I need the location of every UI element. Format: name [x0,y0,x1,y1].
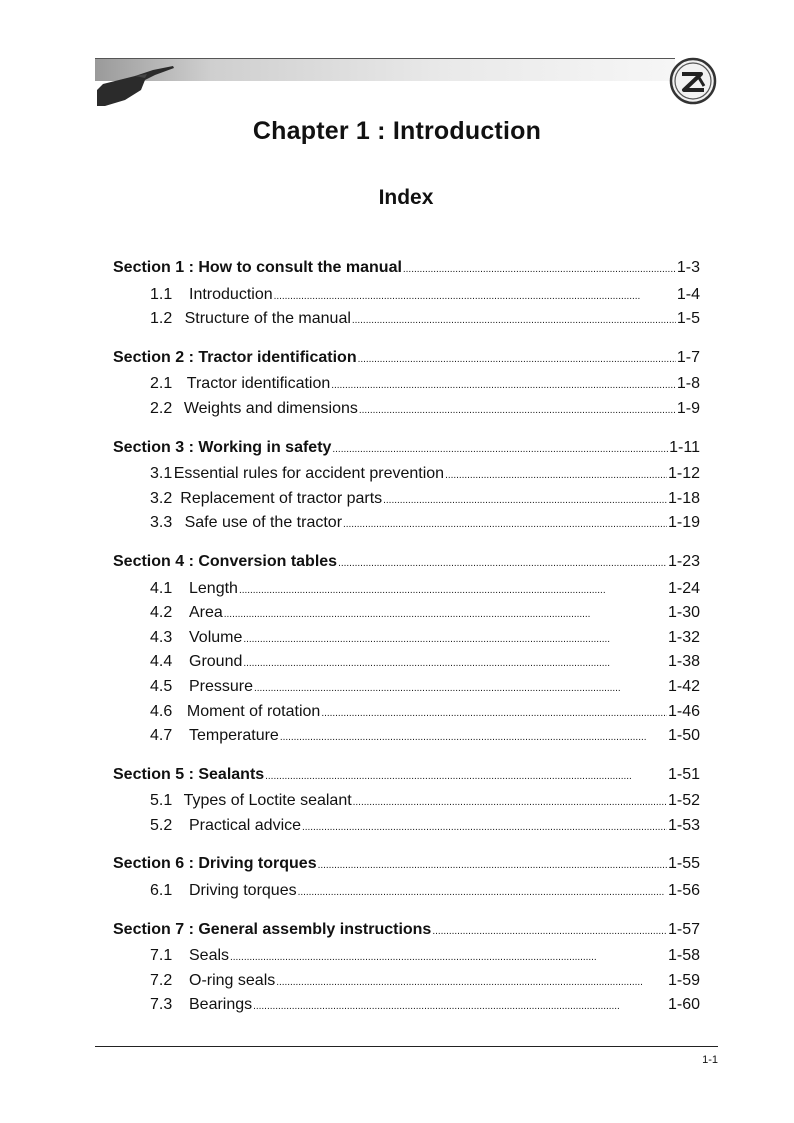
toc-page-number: 1-51 [667,765,700,783]
toc-item-entry[interactable] [113,578,700,603]
toc-item-number: 5.2 [150,816,173,834]
toc-item-title: Types of Loctite sealant [183,792,352,810]
toc-item-title: Moment of rotation [186,702,321,720]
footer-rule [95,1046,718,1047]
toc-section-label: Section 5 : Sealants [113,765,265,783]
toc-leader [274,284,676,309]
toc-leader [224,602,667,627]
toc-leader [265,764,667,789]
toc-page-number: 1-53 [667,816,700,834]
toc-leader [358,347,676,372]
toc-item-title: Essential rules for accident prevention [173,465,445,483]
toc-item-entry[interactable] [113,815,700,840]
toc-page-number: 1-42 [667,677,700,695]
toc-item-number: 7.3 [150,996,173,1014]
toc-item-title: Weights and dimensions [183,399,358,417]
toc-page-number: 1-52 [667,792,700,810]
toc-item-number: 5.1 [150,792,173,810]
toc-item-number: 2.2 [150,399,173,417]
toc-item-title: Structure of the manual [184,310,351,328]
toc-item-number: 4.7 [150,727,173,745]
toc-item-number: 4.5 [150,677,173,695]
toc-leader [302,815,667,840]
toc-section [113,853,700,904]
toc-item-entry[interactable] [113,463,700,488]
page-header [95,56,718,108]
toc-section [113,764,700,840]
toc-leader [331,373,676,398]
toc-item-number: 1.1 [150,285,173,303]
toc-item-number: 4.1 [150,579,173,597]
toc-item-entry[interactable] [113,970,700,995]
toc-leader [298,880,667,905]
toc-item-number: 2.1 [150,375,173,393]
toc-leader [383,488,667,513]
toc-leader [403,257,676,282]
toc-item-entry[interactable] [113,602,700,627]
toc-section-label: Section 3 : Working in safety [113,438,332,456]
toc-item-entry[interactable] [113,373,700,398]
toc-section-label: Section 7 : General assembly instructions [113,920,432,938]
toc-page-number: 1-19 [667,514,700,532]
toc-section-entry[interactable] [113,764,700,789]
toc-page-number: 1-12 [667,465,700,483]
toc-item-title: Bearings [189,996,253,1014]
toc-item-title: Ground [189,653,243,671]
toc-page-number: 1-4 [676,285,700,303]
toc-leader [276,970,667,995]
toc-item-entry[interactable] [113,308,700,333]
toc-item-title: Tractor identification [186,375,331,393]
toc-item-title: O-ring seals [189,971,276,989]
toc-item-title: Seals [189,947,230,965]
toc-page-number: 1-23 [667,552,700,570]
toc-page-number: 1-11 [669,438,700,456]
toc-item-entry[interactable] [113,651,700,676]
toc-item-number: 1.2 [150,310,173,328]
toc-leader [359,398,676,423]
chapter-title: Chapter 1 : Introduction [252,117,542,145]
toc-item-number: 4.4 [150,653,173,671]
toc-item-title: Replacement of tractor parts [180,489,383,507]
toc-page-number: 1-32 [667,628,700,646]
toc-page-number: 1-3 [676,259,700,276]
toc-section-label: Section 4 : Conversion tables [113,552,338,570]
header-band [95,58,675,81]
toc-section-entry[interactable] [113,853,700,878]
toc-item-number: 7.2 [150,971,173,989]
toc-leader [338,551,667,576]
toc-item-number: 4.6 [150,702,173,720]
toc-section-entry[interactable] [113,919,700,944]
toc-page-number: 1-5 [676,310,700,328]
toc-leader [332,437,668,462]
toc-item-title: Pressure [189,677,254,695]
brand-logo-icon [668,56,718,106]
toc-leader [254,676,667,701]
toc-item-number: 3.2 [150,489,173,507]
toc-item-number: 7.1 [150,947,173,965]
toc-item-number: 6.1 [150,882,173,900]
toc-leader [280,725,667,750]
toc-section-entry[interactable] [113,347,700,372]
toc-section-label: Section 2 : Tractor identification [113,348,357,366]
index-title: Index [378,186,434,209]
toc-item-entry[interactable] [113,725,700,750]
toc-item-title: Introduction [189,285,273,303]
toc-leader [243,627,667,652]
toc-leader [343,512,667,537]
toc-page-number: 1-56 [667,882,700,900]
toc-page-number: 1-7 [676,348,700,366]
toc-item-number: 3.3 [150,514,173,532]
toc-leader [353,790,667,815]
toc-page-number: 1-8 [676,375,700,393]
toc-section [113,437,700,537]
toc-item-title: Practical advice [188,816,302,834]
toc-item-entry[interactable] [113,676,700,701]
toc-leader [432,919,667,944]
toc-section [113,551,700,750]
toc-page-number: 1-38 [667,653,700,671]
toc-page-number: 1-24 [667,579,700,597]
toc-page-number: 1-50 [667,727,700,745]
toc-item-entry[interactable] [113,945,700,970]
toc-item-title: Length [189,579,238,597]
toc-page-number: 1-57 [667,920,700,938]
toc-leader [321,701,667,726]
toc-section [113,919,700,1019]
toc-item-entry[interactable] [113,790,700,815]
toc-item-entry[interactable] [113,512,700,537]
toc-item-number: 4.2 [150,604,173,622]
toc-item-number: 3.1 [150,465,173,483]
toc-item-title: Area [189,604,223,622]
toc-item-title: Volume [189,628,243,646]
toc-leader [352,308,676,333]
toc-item-entry[interactable] [113,488,700,513]
toc-item-entry[interactable] [113,284,700,309]
toc-section-entry[interactable] [113,257,700,282]
toc-page-number: 1-30 [667,604,700,622]
toc-section-entry[interactable] [113,437,700,462]
toc-item-entry[interactable] [113,880,700,905]
toc-item-entry[interactable] [113,398,700,423]
toc-section [113,347,700,423]
toc-item-entry[interactable] [113,994,700,1019]
toc-section [113,257,700,333]
toc-page-number: 1-55 [667,855,700,873]
toc-leader [318,853,667,878]
toc-item-entry[interactable] [113,627,700,652]
toc-item-title: Temperature [189,727,279,745]
toc-item-number: 4.3 [150,628,173,646]
pointing-hand-icon [95,60,177,108]
toc-section-label: Section 6 : Driving torques [113,855,317,873]
toc-item-title: Safe use of the tractor [184,514,343,532]
toc-section-entry[interactable] [113,551,700,576]
toc-leader [230,945,667,970]
toc-leader [239,578,667,603]
page-number: 1-1 [702,1054,718,1066]
toc-page-number: 1-9 [676,399,700,417]
toc-page-number: 1-58 [667,947,700,965]
toc-leader [253,994,667,1019]
toc-item-title: Driving torques [189,882,297,900]
toc-item-entry[interactable] [113,701,700,726]
toc-leader [243,651,667,676]
toc-page-number: 1-60 [667,996,700,1014]
table-of-contents [113,257,700,1033]
toc-page-number: 1-46 [667,702,700,720]
toc-page-number: 1-59 [667,971,700,989]
toc-page-number: 1-18 [667,489,700,507]
toc-section-label: Section 1 : How to consult the manual [113,259,402,276]
toc-leader [445,463,667,488]
